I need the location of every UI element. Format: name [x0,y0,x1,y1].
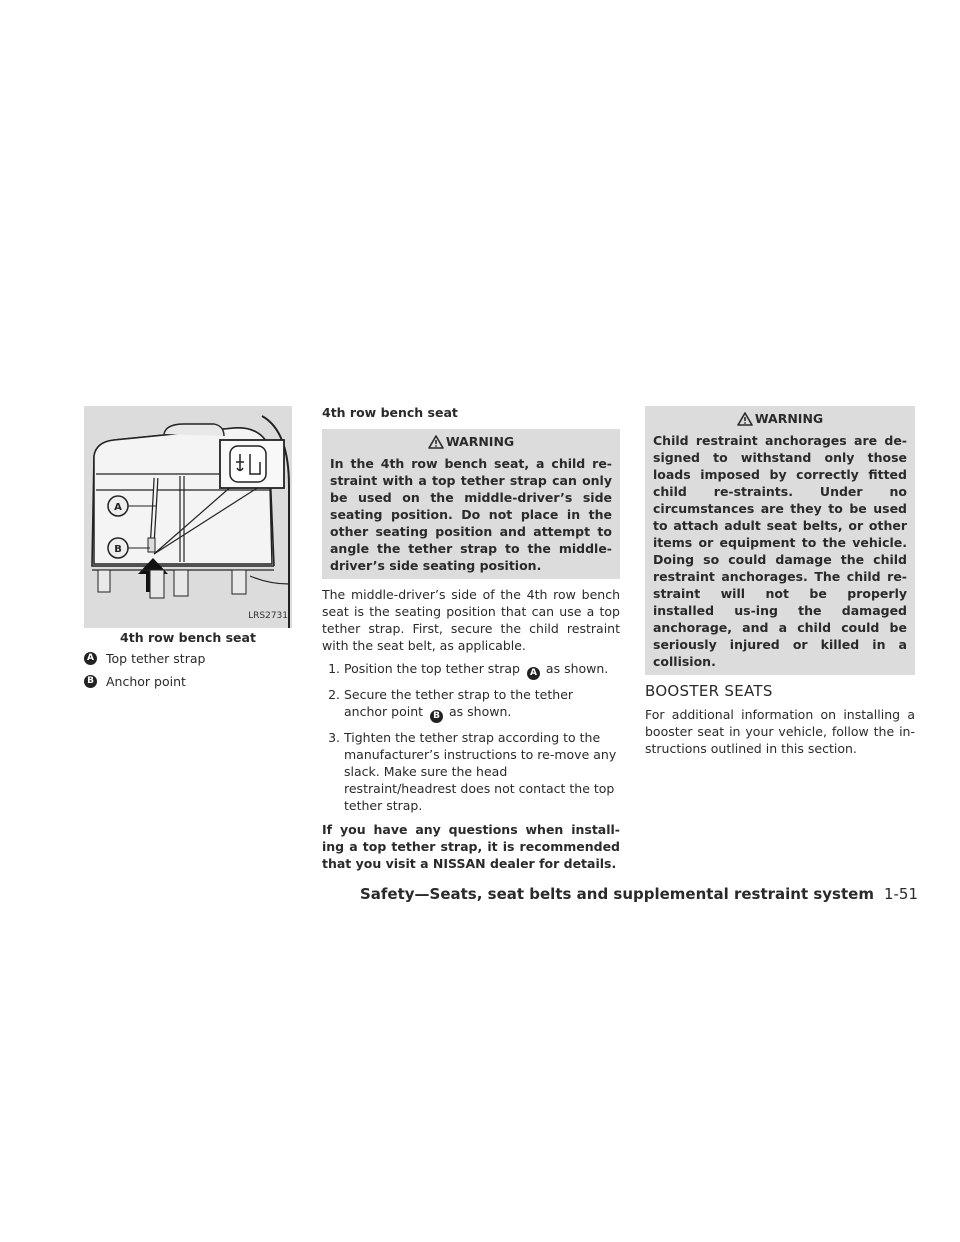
page-footer [360,885,918,903]
chapter-title: Safety—Seats, seat belts and supplemental restraint system [359,885,874,903]
legend-item [84,673,292,690]
page-number: 1-51 [883,885,918,903]
figure-caption: 4th row bench seat [120,630,256,645]
marker-b-icon: B [430,710,443,723]
list-item: 3. Tighten the tether strap according to the manufacturer’s instructions to re-move any slack. Make sure the head restraint/headrest does not contact the top tether strap. [328,730,617,813]
seat-illustration [84,406,292,628]
dealer-note: If you have any questions when install-ing a top tether strap, it is recommended that you visit a NISSAN dealer for details. [322,822,620,871]
section-paragraph: For additional information on installing a booster seat in your vehicle, follow the in-structions outlined in this section. [645,707,915,756]
list-item: 1. Position the top tether strap A as shown. [328,661,609,678]
right-column [645,406,915,763]
warning-icon [737,412,753,426]
warning-title: WARNING [754,411,824,426]
warning-icon [428,435,444,449]
figure-label-b: B [114,544,122,555]
warning-title: WARNING [445,434,515,449]
figure-label-a: A [114,502,122,513]
legend-text: Anchor point [106,674,186,689]
marker-b-icon: B [84,675,97,688]
figure-code: LRS2731 [248,611,288,621]
intro-paragraph: The middle-driver’s side of the 4th row bench seat is the seating position that can use a top tether strap. First, secure the child restraint with the seat belt, as applicable. [322,587,620,653]
warning-box [322,429,620,579]
section-title: BOOSTER SEATS [645,682,773,700]
warning-text: In the 4th row bench seat, a child re-straint with a top tether strap can only be used on the middle-driver’s side seating position. Do not place in the other seating position and attempt to angle the tether strap to the middle-driver’s side seating position. [330,456,612,573]
bench-seat-drawing [84,406,292,628]
marker-a-icon: A [527,667,540,680]
warning-text: Child restraint anchorages are de-signed to withstand only those loads imposed by correctly fitted child re-straints. Under no circumstances are they to be used to attach adult seat belts, or other items or equipment to the vehicle. Doing so could damage the child restraint anchorages. The child re-straint will not be properly installed us-ing the damaged anchorage, and a child could be seriously injured or killed in a collision. [653,433,907,669]
list-item: 2. Secure the tether strap to the tether anchor point B as shown. [328,687,574,721]
subsection-heading: 4th row bench seat [322,405,458,420]
warning-box [645,406,915,675]
middle-column [322,404,620,878]
figure-column [84,406,292,690]
step-list [322,660,620,814]
marker-a-icon: A [84,652,97,665]
legend-text: Top tether strap [106,651,206,666]
legend-item [84,650,292,667]
